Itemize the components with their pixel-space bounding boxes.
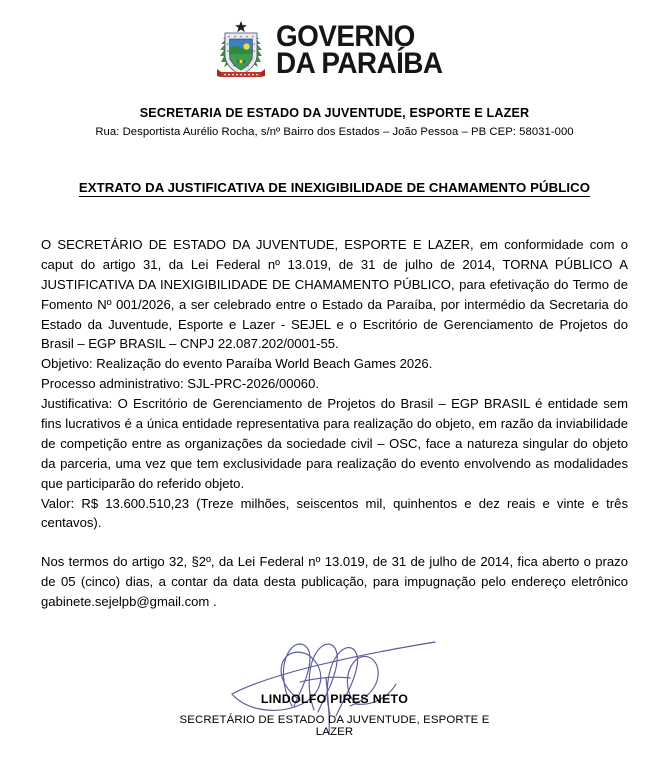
- secretariat-address: Rua: Desportista Aurélio Rocha, s/nº Bairro dos Estados – João Pessoa – PB CEP: 58031-000: [95, 126, 574, 138]
- body-objetivo: Objetivo: Realização do evento Paraíba World Beach Games 2026.: [41, 356, 433, 372]
- document-header: [0, 0, 669, 138]
- body-paragraph-2: Nos termos do artigo 32, §2º, da Lei Federal nº 13.019, de 31 de julho de 2014, fica aberto o prazo de 05 (cinco) dias, a contar da data desta publicação, para impugnação pelo endereço eletrônico gabinete.sejelpb@gmail.com .: [41, 554, 628, 610]
- signatory-name: LINDOLFO PIRES NETO: [260, 692, 409, 706]
- paragraph-spacer: [41, 533, 628, 552]
- body-paragraph-1: O SECRETÁRIO DE ESTADO DA JUVENTUDE, ESPORTE E LAZER, em conformidade com o caput do artigo 31, da Lei Federal nº 13.019, de 31 de julho de 2014, TORNA PÚBLICO A JUSTIFICATIVA DA INEXIGIBILIDADE DE CHAMAMENTO PÚBLICO, para efetivação do Termo de Fomento Nº 001/2026, a ser celebrado entre o Estado da Paraíba, por intermédio da Secretaria do Estado da Juventude, Esporte e Lazer - SEJEL e o Escritório de Gerenciamento de Projetos do Brasil – EGP BRASIL – CNPJ 22.087.202/0001-55.: [41, 237, 628, 352]
- document-body: [41, 235, 628, 612]
- body-justificativa: Justificativa: O Escritório de Gerenciamento de Projetos do Brasil – EGP BRASIL é entidade sem fins lucrativos é a única entidade representativa para realização do objeto, em razão da inviabilidade de competição entre as organizações da sociedade civil – OSC, face a natureza singular do objeto da parceria, uma vez que tem exclusividade para realização do evento envolvendo as modalidades que participarão do referido objeto.: [41, 396, 628, 491]
- body-valor: Valor: R$ 13.600.510,23 (Treze milhões, seiscentos mil, quinhentos e dez reais e vinte e três centavos).: [41, 495, 628, 531]
- signature-block: [0, 630, 669, 738]
- logo-line-da-paraiba: DA PARAÍBA: [275, 47, 442, 80]
- body-processo: Processo administrativo: SJL-PRC-2026/00060.: [41, 376, 320, 392]
- secretariat-name: SECRETARIA DE ESTADO DA JUVENTUDE, ESPORTE E LAZER: [139, 106, 530, 120]
- logo-line-governo: GOVERNO: [275, 20, 415, 53]
- signatory-role: SECRETÁRIO DE ESTADO DA JUVENTUDE, ESPORTE E LAZER: [179, 714, 490, 738]
- page-title-text: EXTRATO DA JUSTIFICATIVA DE INEXIGIBILIDADE DE CHAMAMENTO PÚBLICO: [78, 180, 591, 195]
- paraiba-coat-of-arms-icon: [215, 19, 267, 81]
- page-title: [0, 180, 669, 195]
- government-logo-text: [275, 20, 455, 80]
- government-logo: [215, 18, 455, 82]
